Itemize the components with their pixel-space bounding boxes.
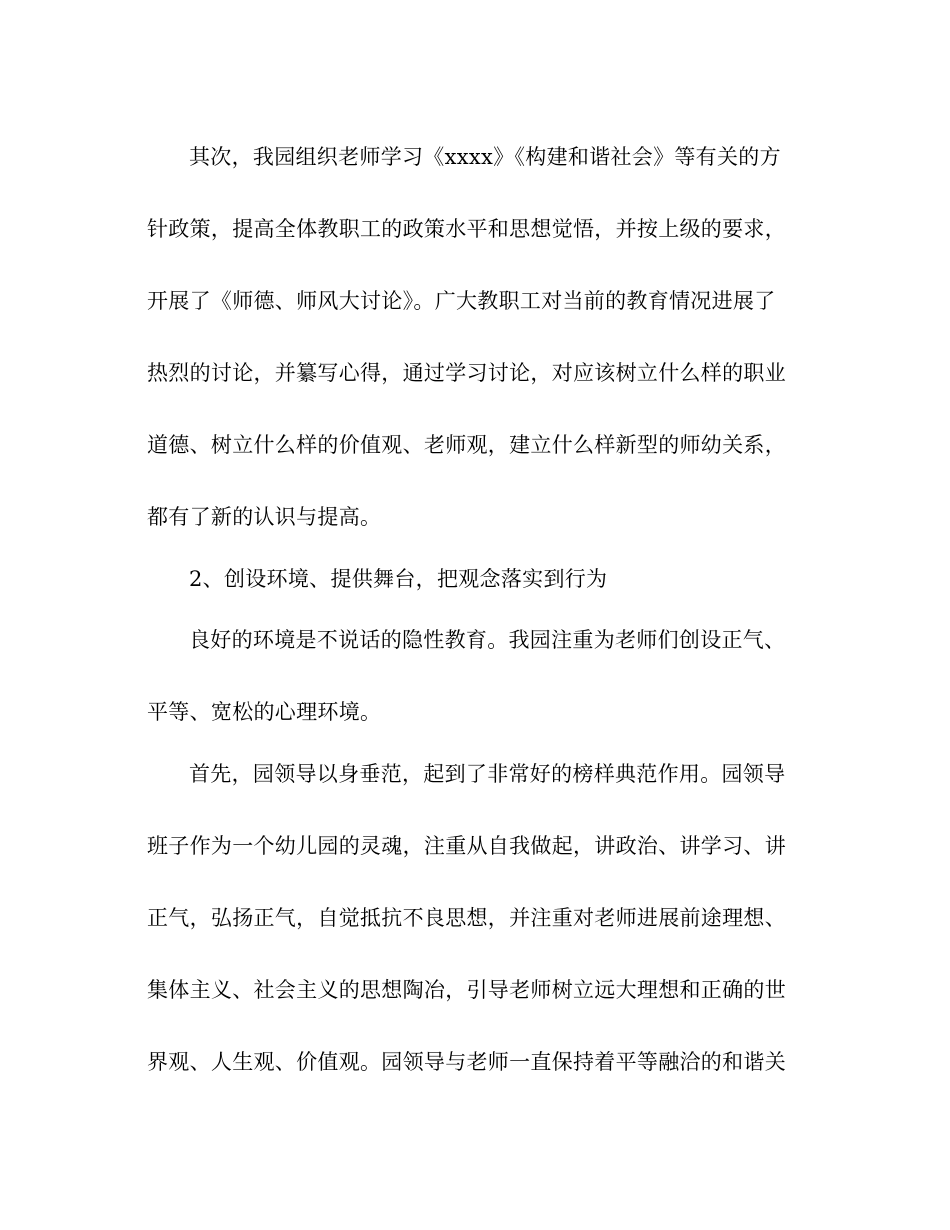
paragraph-3-line-4: 集体主义、社会主义的思想陶冶，引导老师树立远大理想和正确的世: [147, 978, 786, 1002]
section-heading-2: 2、创设环境、提供舞台，把观念落实到行为: [189, 567, 608, 591]
paragraph-1-line-5: 道德、树立什么样的价值观、老师观，建立什么样新型的师幼关系，: [147, 433, 786, 457]
paragraph-1-line-6: 都有了新的认识与提高。: [147, 505, 382, 529]
paragraph-3-line-3: 正气，弘扬正气，自觉抵抗不良思想，并注重对老师进展前途理想、: [147, 906, 786, 930]
paragraph-1-line-1: 其次，我园组织老师学习《xxxx》《构建和谐社会》等有关的方: [189, 145, 781, 169]
paragraph-1-line-3: 开展了《师德、师风大讨论》。广大教职工对当前的教育情况进展了: [147, 289, 776, 313]
paragraph-3-line-2: 班子作为一个幼儿园的灵魂，注重从自我做起，讲政治、讲学习、讲: [147, 834, 786, 858]
paragraph-3-line-5: 界观、人生观、价值观。园领导与老师一直保持着平等融洽的和谐关: [147, 1050, 786, 1074]
paragraph-2-line-1: 良好的环境是不说话的隐性教育。我园注重为老师们创设正气、: [189, 628, 786, 652]
paragraph-2-line-2: 平等、宽松的心理环境。: [147, 700, 382, 724]
paragraph-3-line-1: 首先，园领导以身垂范，起到了非常好的榜样典范作用。园领导: [189, 762, 786, 786]
paragraph-1-line-2: 针政策，提高全体教职工的政策水平和思想觉悟，并按上级的要求，: [147, 217, 786, 241]
paragraph-1-line-4: 热烈的讨论，并纂写心得，通过学习讨论，对应该树立什么样的职业: [147, 361, 786, 385]
